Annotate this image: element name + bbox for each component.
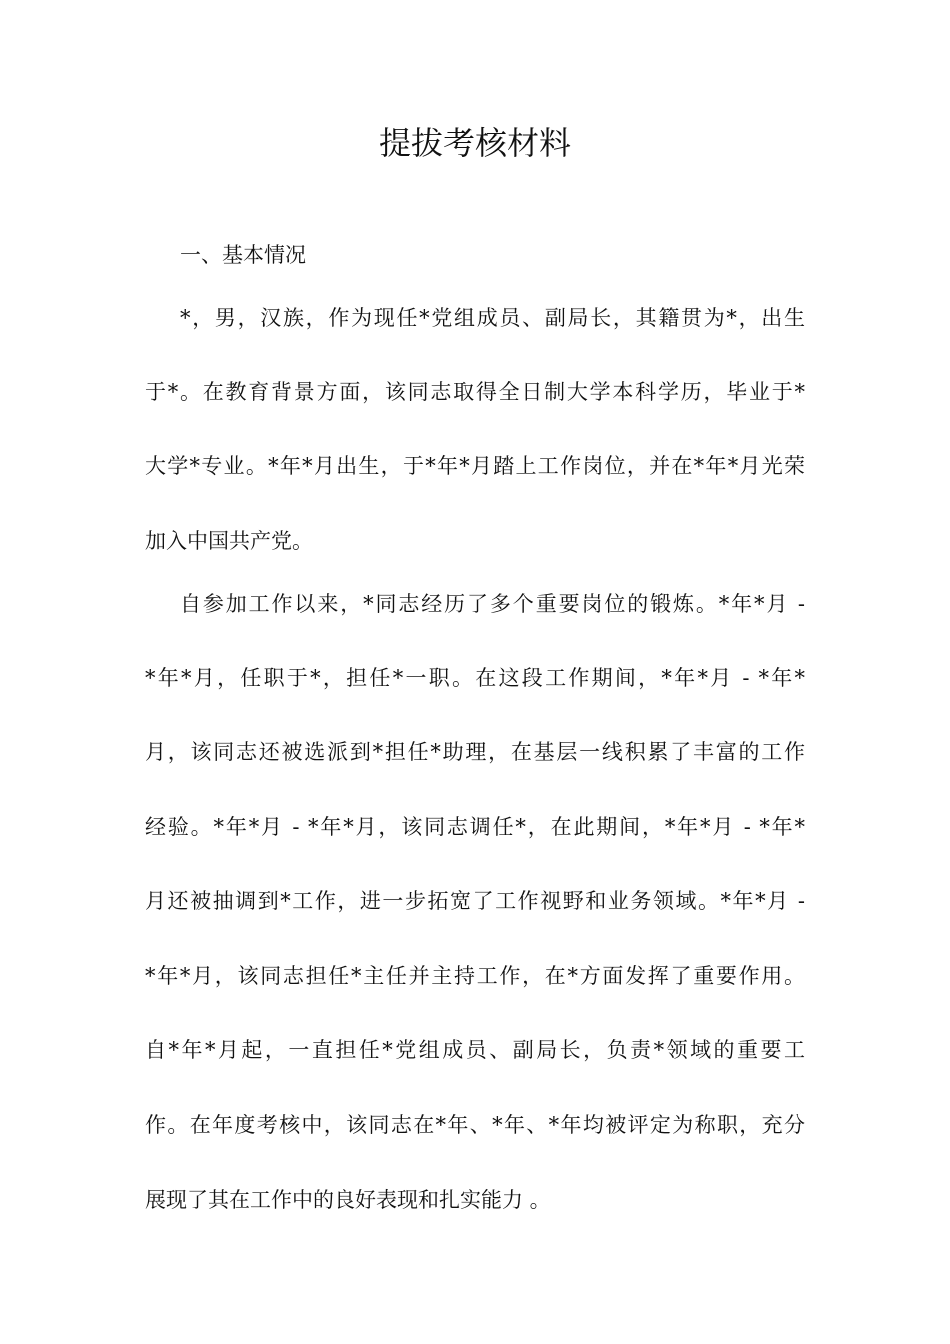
paragraph-line: *，男，汉族，作为现任*党组成员、副局长，其籍贯为*，出生 [180,306,805,330]
document-title: 提拔考核材料 [378,124,571,162]
paragraph-line: 自参加工作以来，*同志经历了多个重要岗位的锻炼。*年*月 - [180,592,805,616]
paragraph-line: 大学*专业。*年*月出生，于*年*月踏上工作岗位，并在*年*月光荣 [145,454,805,478]
paragraph-line: *年*月，任职于*，担任*一职。在这段工作期间，*年*月 - *年* [145,666,805,690]
paragraph-line: 自*年*月起，一直担任*党组成员、副局长，负责*领域的重要工 [145,1038,805,1062]
paragraph-line: 月，该同志还被选派到*担任*助理，在基层一线积累了丰富的工作 [145,740,805,764]
paragraph-line: *年*月，该同志担任*主任并主持工作，在*方面发挥了重要作用。 [145,964,805,988]
section-heading: 一、基本情况 [180,243,306,267]
paragraph-line: 经验。*年*月 - *年*月，该同志调任*，在此期间，*年*月 - *年* [145,815,805,839]
paragraph-line: 月还被抽调到*工作，进一步拓宽了工作视野和业务领域。*年*月 - [145,889,805,913]
paragraph-line: 加入中国共产党。 [145,529,313,553]
paragraph-line: 展现了其在工作中的良好表现和扎实能力 。 [145,1188,551,1212]
paragraph-line: 于*。在教育背景方面，该同志取得全日制大学本科学历，毕业于* [145,380,805,404]
paragraph-line: 作。在年度考核中，该同志在*年、*年、*年均被评定为称职，充分 [145,1113,805,1137]
